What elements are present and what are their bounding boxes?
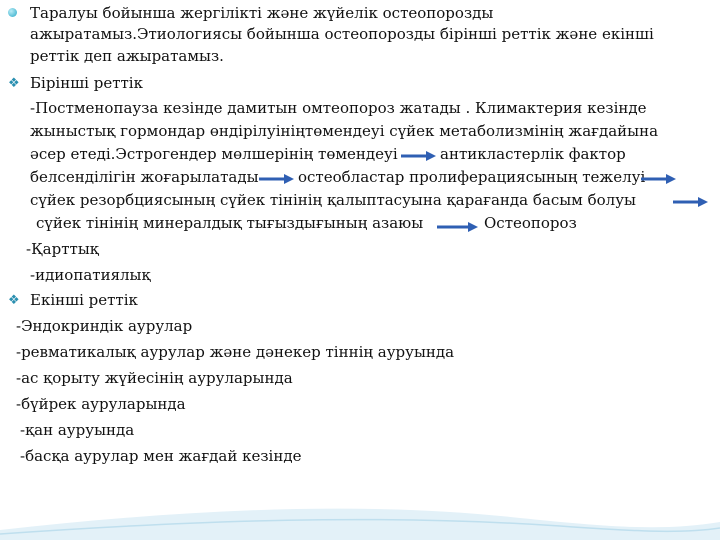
- decorative-swoosh: [0, 470, 720, 540]
- diamond-bullet-icon: ❖: [8, 76, 20, 91]
- arrow-right-icon: [436, 222, 478, 232]
- section2-item-3: -ас қорыту жүйесінің ауруларында: [16, 369, 293, 387]
- section1-para-line-1: -Постменопауза кезінде дамитын омтеопороз жатады . Климактерия кезінде: [30, 99, 647, 117]
- section2-item-1: -Эндокриндік аурулар: [16, 317, 193, 335]
- arrow-right-icon: [400, 151, 436, 161]
- section2-heading: Екінші реттік: [30, 291, 138, 309]
- section1-para-line-5: сүйек резорбциясының сүйек тінінің қалыптасуына қарағанда басым болуы: [30, 191, 636, 209]
- section1-para-line-2: жыныстық гормондар өндірілуініңтөмендеуі сүйек метаболизмінің жағдайына: [30, 122, 659, 140]
- section1-para-line-6: сүйек тінінің минералдық тығыздығының азаюы: [36, 214, 424, 232]
- bullet1-line-1: Таралуы бойынша жергілікті және жүйелік остеопорозды: [30, 4, 494, 22]
- section1-para-line-3: әсер етеді.Эстрогендер мөлшерінің төмендеуі: [30, 145, 398, 163]
- circle-bullet-icon: [8, 8, 17, 17]
- section1-para-line-3b: антикластерлік фактор: [440, 145, 626, 163]
- arrow-right-icon: [640, 174, 676, 184]
- arrow-right-icon: [258, 174, 294, 184]
- section1-para-line-4b: остеобластар пролиферациясының тежелуі: [298, 168, 646, 186]
- section2-item-2: -ревматикалық аурулар және дәнекер тіннің ауруында: [16, 343, 455, 361]
- section1-heading: Бірінші реттік: [30, 74, 143, 92]
- arrow-right-icon: [672, 197, 708, 207]
- bullet1-line-2: ажыратамыз.Этиологиясы бойынша остеопорозды бірінші реттік және екінші: [30, 25, 654, 43]
- section1-type-2: -идиопатиялық: [30, 266, 151, 284]
- section2-item-4: -бүйрек ауруларында: [16, 395, 186, 413]
- bullet1-line-3: реттік деп ажыратамыз.: [30, 47, 224, 65]
- section2-item-5: -қан ауруында: [20, 421, 135, 439]
- diamond-bullet-icon: ❖: [8, 293, 20, 308]
- section1-type-1: -Қарттық: [26, 240, 99, 258]
- section1-para-line-6b: Остеопороз: [484, 214, 577, 232]
- section1-para-line-4: белсенділігін жоғарылатады: [30, 168, 259, 186]
- section2-item-6: -басқа аурулар мен жағдай кезінде: [20, 447, 302, 465]
